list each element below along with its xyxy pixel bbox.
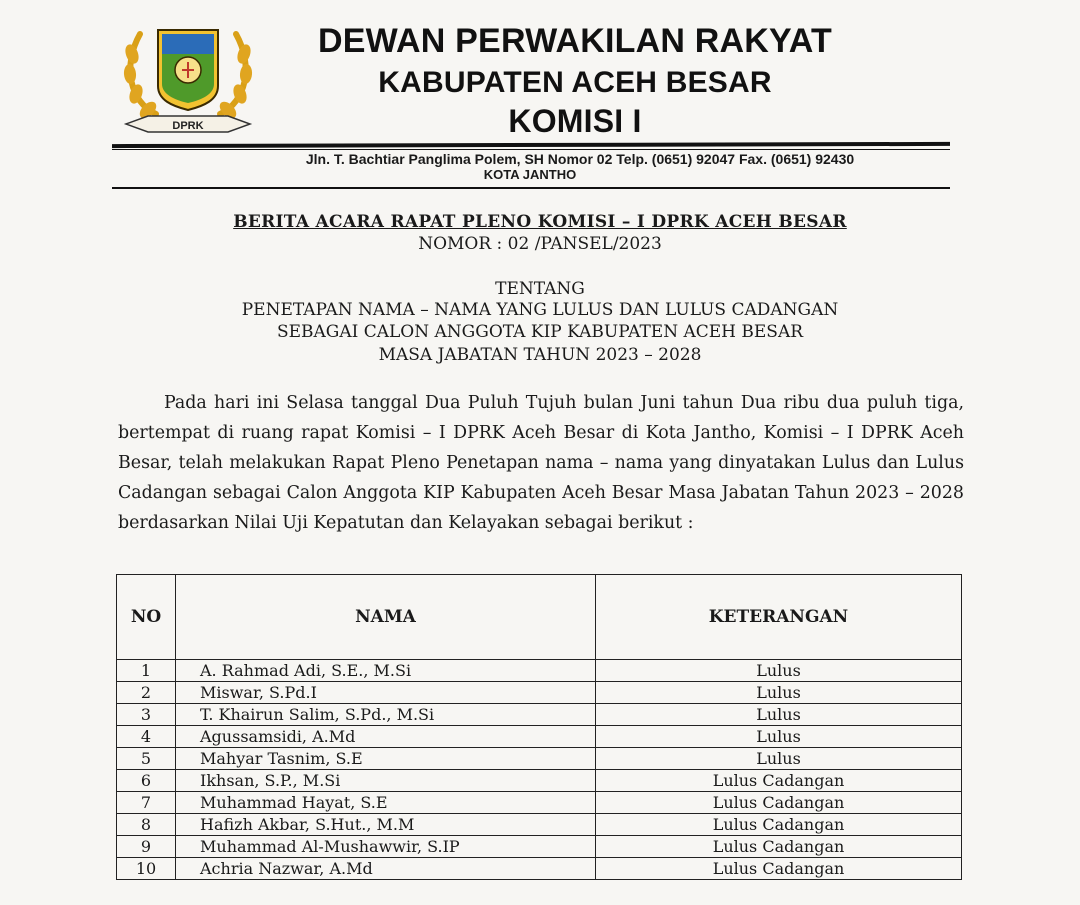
row-status: Lulus Cadangan	[596, 792, 962, 814]
row-name: A. Rahmad Adi, S.E., M.Si	[176, 660, 596, 682]
letterhead-rule-thin	[112, 149, 950, 150]
table-row	[117, 726, 962, 748]
document-body-paragraph: Pada hari ini Selasa tanggal Dua Puluh Tujuh bulan Juni tahun Dua ribu dua puluh tiga, bertempat di ruang rapat Komisi – I DPRK Aceh Besar di Kota Jantho, Komisi – I DPRK Aceh Besar, telah melakukan Rapat Pleno Penetapan nama – nama yang dinyatakan Lulus dan Lulus Cadangan sebagai Calon Anggota KIP Kabupaten Aceh Besar Masa Jabatan Tahun 2023 – 2028 berdasarkan Nilai Uji Kepatutan dan Kelayakan sebagai berikut :	[118, 393, 964, 533]
row-status: Lulus	[596, 660, 962, 682]
table-row	[117, 814, 962, 836]
row-number: 6	[117, 770, 176, 792]
table-row	[117, 660, 962, 682]
row-number: 2	[117, 682, 176, 704]
row-name: Ikhsan, S.P., M.Si	[176, 770, 596, 792]
header-nama: NAMA	[176, 575, 596, 660]
table-row	[117, 682, 962, 704]
table-row	[117, 858, 962, 880]
document-subject-line-1: PENETAPAN NAMA – NAMA YANG LULUS DAN LULUS CADANGAN	[241, 300, 839, 320]
row-status: Lulus Cadangan	[596, 836, 962, 858]
row-status: Lulus	[596, 748, 962, 770]
header-keterangan: KETERANGAN	[596, 575, 962, 660]
document-subject-line-3: MASA JABATAN TAHUN 2023 – 2028	[378, 345, 702, 365]
row-number: 3	[117, 704, 176, 726]
letterhead-address: Jln. T. Bachtiar Panglima Polem, SH Nomor 02 Telp. (0651) 92047 Fax. (0651) 92430	[305, 151, 855, 167]
row-number: 4	[117, 726, 176, 748]
row-status: Lulus	[596, 726, 962, 748]
row-name: Achria Nazwar, A.Md	[176, 858, 596, 880]
row-status: Lulus	[596, 704, 962, 726]
letterhead-rule-thick	[112, 142, 950, 148]
row-status: Lulus Cadangan	[596, 858, 962, 880]
letterhead-title-1: DEWAN PERWAKILAN RAKYAT	[317, 22, 832, 60]
row-number: 1	[117, 660, 176, 682]
document-title: BERITA ACARA RAPAT PLENO KOMISI – I DPRK ACEH BESAR	[233, 212, 847, 232]
row-name: T. Khairun Salim, S.Pd., M.Si	[176, 704, 596, 726]
row-status: Lulus	[596, 682, 962, 704]
table-row	[117, 792, 962, 814]
table-row	[117, 748, 962, 770]
row-name: Miswar, S.Pd.I	[176, 682, 596, 704]
document-tentang: TENTANG	[495, 279, 585, 299]
row-name: Hafizh Akbar, S.Hut., M.M	[176, 814, 596, 836]
row-name: Muhammad Hayat, S.E	[176, 792, 596, 814]
row-number: 8	[117, 814, 176, 836]
letterhead-title-3: KOMISI I	[508, 103, 642, 139]
row-number: 5	[117, 748, 176, 770]
letterhead-city: KOTA JANTHO	[483, 167, 577, 182]
row-name: Mahyar Tasnim, S.E	[176, 748, 596, 770]
emblem-ribbon-text: DPRK	[172, 120, 204, 132]
row-name: Agussamsidi, A.Md	[176, 726, 596, 748]
row-status: Lulus Cadangan	[596, 770, 962, 792]
dprk-emblem-logo	[118, 14, 258, 140]
row-number: 9	[117, 836, 176, 858]
table-row	[117, 836, 962, 858]
header-no: NO	[117, 575, 176, 660]
letterhead-title-2: KABUPATEN ACEH BESAR	[378, 66, 772, 99]
document-number: NOMOR : 02 /PANSEL/2023	[418, 234, 662, 254]
table-row	[117, 770, 962, 792]
results-table	[116, 574, 962, 880]
row-status: Lulus Cadangan	[596, 814, 962, 836]
row-number: 7	[117, 792, 176, 814]
document-subject-line-2: SEBAGAI CALON ANGGOTA KIP KABUPATEN ACEH BESAR	[276, 322, 804, 342]
row-name: Muhammad Al-Mushawwir, S.IP	[176, 836, 596, 858]
letterhead-rule-bottom	[112, 187, 950, 189]
table-row	[117, 704, 962, 726]
table-header-row	[117, 575, 962, 660]
row-number: 10	[117, 858, 176, 880]
